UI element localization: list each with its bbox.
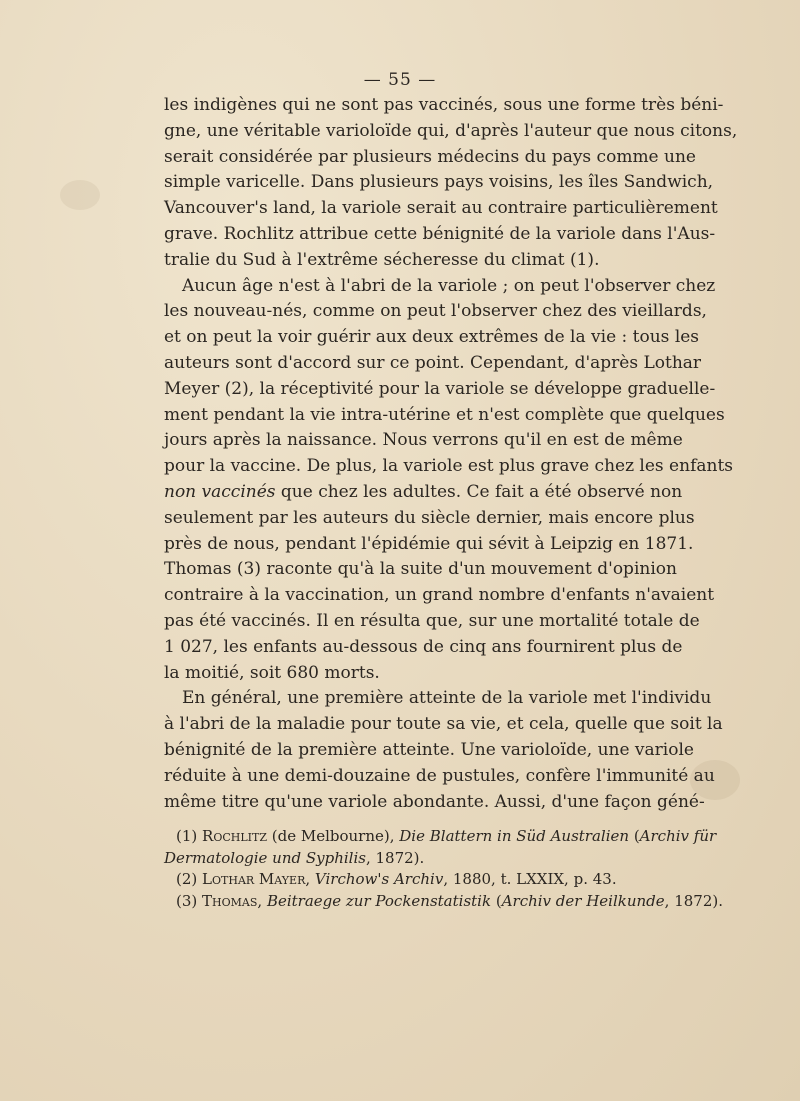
text-line: la moitié, soit 680 morts. xyxy=(164,662,380,683)
footnote-title: Beitraege zur Pockenstatistik xyxy=(266,891,492,910)
page-number: — 55 — xyxy=(363,70,437,90)
text-run: , 1880, t. LXXIX, p. 43. xyxy=(443,870,617,888)
text-line: Thomas (3) raconte qu'à la suite d'un mouvement d'opinion xyxy=(164,559,677,580)
text-line: serait considérée par plusieurs médecins du pays comme une xyxy=(164,146,696,167)
text-line: En général, une première atteinte de la variole met l'individu xyxy=(182,688,712,709)
footnote-1-continued xyxy=(164,848,644,870)
text-line: ment pendant la vie intra-utérine et n'est complète que quelques xyxy=(164,404,725,425)
text-line: et on peut la voir guérir aux deux extrêmes de la vie : tous les xyxy=(164,327,700,348)
italic-emphasis: non vaccinés xyxy=(164,481,276,502)
footnote-number: (3) xyxy=(176,891,198,910)
footnote-1 xyxy=(164,826,717,848)
text-line: jours après la naissance. Nous verrons qu'il en est de même xyxy=(164,430,683,451)
footnote-journal: Archiv der Heilkunde xyxy=(501,891,665,910)
text-run: ( xyxy=(491,891,502,910)
text-line: Aucun âge n'est à l'abri de la variole ; on peut l'observer chez xyxy=(182,275,716,296)
text-run: , 1872). xyxy=(365,848,425,867)
text-line: les nouveau-nés, comme on peut l'observer chez des vieillards, xyxy=(164,301,707,322)
footnote-number: (2) xyxy=(176,870,198,888)
text-line: auteurs sont d'accord sur ce point. Cependant, d'après Lothar xyxy=(164,352,702,373)
text-line: pour la vaccine. De plus, la variole est plus grave chez les enfants xyxy=(164,456,734,477)
text-line: pas été vaccinés. Il en résulta que, sur une mortalité totale de xyxy=(164,610,700,631)
text-line: réduite à une demi-douzaine de pustules, confère l'immunité au xyxy=(164,765,715,786)
text-line: gne, une véritable varioloïde qui, d'après l'auteur que nous citons, xyxy=(164,120,738,141)
text-line: grave. Rochlitz attribue cette bénignité de la variole dans l'Aus- xyxy=(164,223,716,244)
text-line: 1 027, les enfants au-dessous de cinq ans fournirent plus de xyxy=(164,636,683,657)
text-line: Meyer (2), la réceptivité pour la variole se développe graduelle- xyxy=(164,378,716,399)
footnote-author: Thomas xyxy=(202,891,258,910)
footnote-2 xyxy=(164,869,644,891)
text-line: bénignité de la première atteinte. Une varioloïde, une variole xyxy=(164,739,694,760)
body-text xyxy=(164,93,738,815)
text-line: les indigènes qui ne sont pas vaccinés, sous une forme très béni- xyxy=(164,95,724,115)
text-run: , xyxy=(305,870,315,888)
footnote-3 xyxy=(164,891,723,913)
text-run: , xyxy=(257,891,267,910)
footnote-author: Lothar Mayer xyxy=(202,870,306,888)
footnote-title: Die Blattern in Süd Australien xyxy=(399,827,630,845)
text-line: Vancouver's land, la variole serait au contraire particulièrement xyxy=(164,198,718,219)
text-run: ( xyxy=(629,827,640,845)
text-line: même titre qu'une variole abondante. Aussi, d'une façon géné- xyxy=(164,791,705,812)
text-line: à l'abri de la maladie pour toute sa vie, et cela, quelle que soit la xyxy=(164,714,723,735)
footnote-journal: Dermatologie und Syphilis xyxy=(164,848,366,867)
footnote-journal: Virchow's Archiv xyxy=(314,870,444,888)
text-run: que chez les adultes. Ce fait a été observé non xyxy=(275,481,683,502)
text-line: seulement par les auteurs du siècle dernier, mais encore plus xyxy=(164,507,695,528)
text-line: près de nous, pendant l'épidémie qui sévit à Leipzig en 1871. xyxy=(164,533,694,554)
footnotes xyxy=(164,826,723,912)
footnote-journal: Archiv für xyxy=(639,827,717,845)
text-line xyxy=(164,480,683,506)
text-run: (de Melbourne), xyxy=(266,827,400,845)
text-run: , 1872). xyxy=(664,891,723,910)
footnote-number: (1) xyxy=(176,827,198,845)
text-line: contraire à la vaccination, un grand nombre d'enfants n'avaient xyxy=(164,585,715,606)
text-line: simple varicelle. Dans plusieurs pays voisins, les îles Sandwich, xyxy=(164,172,714,193)
text-line: tralie du Sud à l'extrême sécheresse du climat (1). xyxy=(164,249,600,270)
footnote-author: Rochlitz xyxy=(202,827,267,845)
paper-stain xyxy=(60,180,100,210)
